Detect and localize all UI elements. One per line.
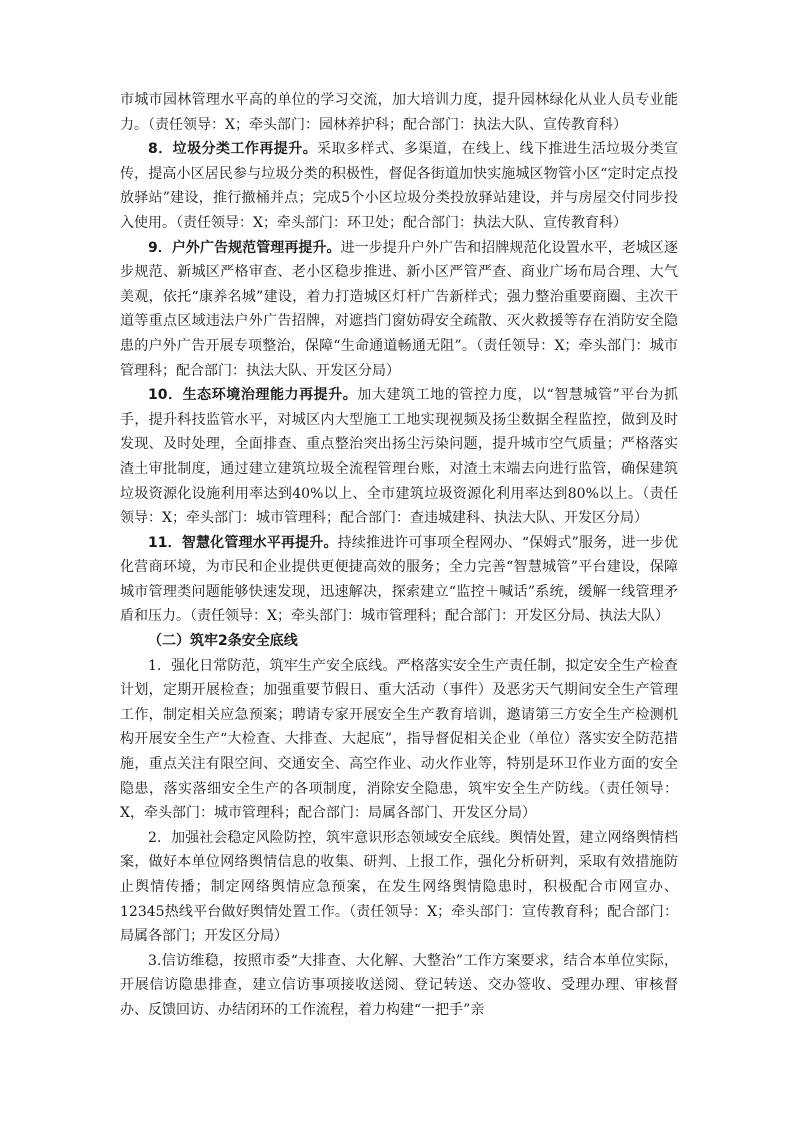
paragraph-continuation: [120, 88, 678, 137]
item-heading: 10．生态环境治理能力再提升。: [148, 387, 358, 404]
paragraph-item-10: [120, 383, 678, 531]
paragraph-text: 持续推进许可事项全程网办、“保姆式”服务，进一步优化营商环境，为市民和企业提供更便捷高效的服务；全力完善“智慧城管”平台建设，保障城市管理类问题能够快速发现，迅速解决，探索建立“监控＋喊话”系统，缓解一线管理矛盾和压力。（责任领导：X；牵头部门：城市管理科；配合部门：开发区分局、执法大队）: [120, 534, 678, 625]
paragraph-text: 进一步提升户外广告和招牌规范化设置水平，老城区逐步规范、新城区严格审查、老小区稳步推进、新小区严管严查、商业广场布局合理、大气美观，依托“康养名城”建设，着力打造城区灯杆广告新样式；强力整治重要商圈、主次干道等重点区域违法户外广告招牌，对遮挡门窗妨碍安全疏散、灭火救援等存在消防安全隐患的户外广告开展专项整治，保障“生命通道畅通无阻”。（责任领导：X；牵头部门：城市管理科；配合部门：执法大队、开发区分局）: [120, 239, 678, 379]
paragraph-text: 加大建筑工地的管控力度，以“智慧城管”平台为抓手，提升科技监管水平，对城区内大型施工工地实现视频及扬尘数据全程监控，做到及时发现、及时处理，全面排查、重点整治突出扬尘污染问题，提升城市空气质量；严格落实渣土审批制度，通过建立建筑垃圾全流程管理台账，对渣土末端去向进行监管，确保建筑垃圾资源化设施利用率达到40%以上、全市建筑垃圾资源化利用率达到80%以上。（责任领导：X；牵头部门：城市管理科；配合部门：查违城建科、执法大队、开发区分局）: [120, 387, 678, 527]
section-paragraph-3: [120, 949, 678, 1023]
section-heading: （二）筑牢2条安全底线: [148, 633, 298, 650]
paragraph-text: 1．强化日常防范，筑牢生产安全底线。严格落实安全生产责任制，拟定安全生产检查计划，定期开展检查；加强重要节假日、重大活动（事件）及恶劣天气期间安全生产管理工作，制定相关应急预案；聘请专家开展安全生产教育培训，邀请第三方安全生产检测机构开展安全生产“大检查、大排查、大起底”，指导督促相关企业（单位）落实安全防范措施，重点关注有限空间、交通安全、高空作业、动火作业等，特别是环卫作业方面的安全隐患，落实落细安全生产的各项制度，消除安全隐患，筑牢安全生产防线。（责任领导：X，牵头部门：城市管理科；配合部门：局属各部门、开发区分局）: [120, 657, 678, 822]
section-paragraph-1: [120, 654, 678, 826]
paragraph-item-9: [120, 236, 678, 384]
paragraph-text: 采取多样式、多渠道，在线上、线下推进生活垃圾分类宣传，提高小区居民参与垃圾分类的积极性，督促各街道加快实施城区物管小区“定时定点投放驿站”建设，推行撤桶并点；完成5个小区垃圾分类投放驿站建设，并与房屋交付同步投入使用。（责任领导：X；牵头部门：环卫处；配合部门：执法大队、宣传教育科）: [120, 141, 679, 231]
item-heading: 11．智慧化管理水平再提升。: [148, 534, 338, 551]
paragraph-text: 3.信访维稳，按照市委“大排查、大化解、大整治”工作方案要求，结合本单位实际，开展信访隐患排查，建立信访事项接收送阅、登记转送、交办签收、受理办理、审核督办、反馈回访、办结闭环的工作流程，着力构建“一把手”亲: [120, 952, 678, 1018]
section-paragraph-2: [120, 826, 678, 949]
document-body: [120, 88, 678, 1023]
paragraph-item-11: [120, 531, 678, 629]
paragraph-text: 2．加强社会稳定风险防控，筑牢意识形态领域安全底线。舆情处置，建立网络舆情档案，做好本单位网络舆情信息的收集、研判、上报工作，强化分析研判，采取有效措施防止舆情传播；制定网络舆情应急预案，在发生网络舆情隐患时，积极配合市网宣办、12345热线平台做好舆情处置工作。（责任领导：X；牵头部门：宣传教育科；配合部门：局属各部门；开发区分局）: [120, 829, 678, 945]
paragraph-item-8: [120, 137, 678, 235]
paragraph-text: 市城市园林管理水平高的单位的学习交流，加大培训力度，提升园林绿化从业人员专业能力。（责任领导：X；牵头部门：园林养护科；配合部门：执法大队、宣传教育科）: [120, 92, 678, 133]
item-heading: 8．垃圾分类工作再提升。: [148, 141, 318, 158]
item-heading: 9．户外广告规范管理再提升。: [148, 239, 341, 256]
